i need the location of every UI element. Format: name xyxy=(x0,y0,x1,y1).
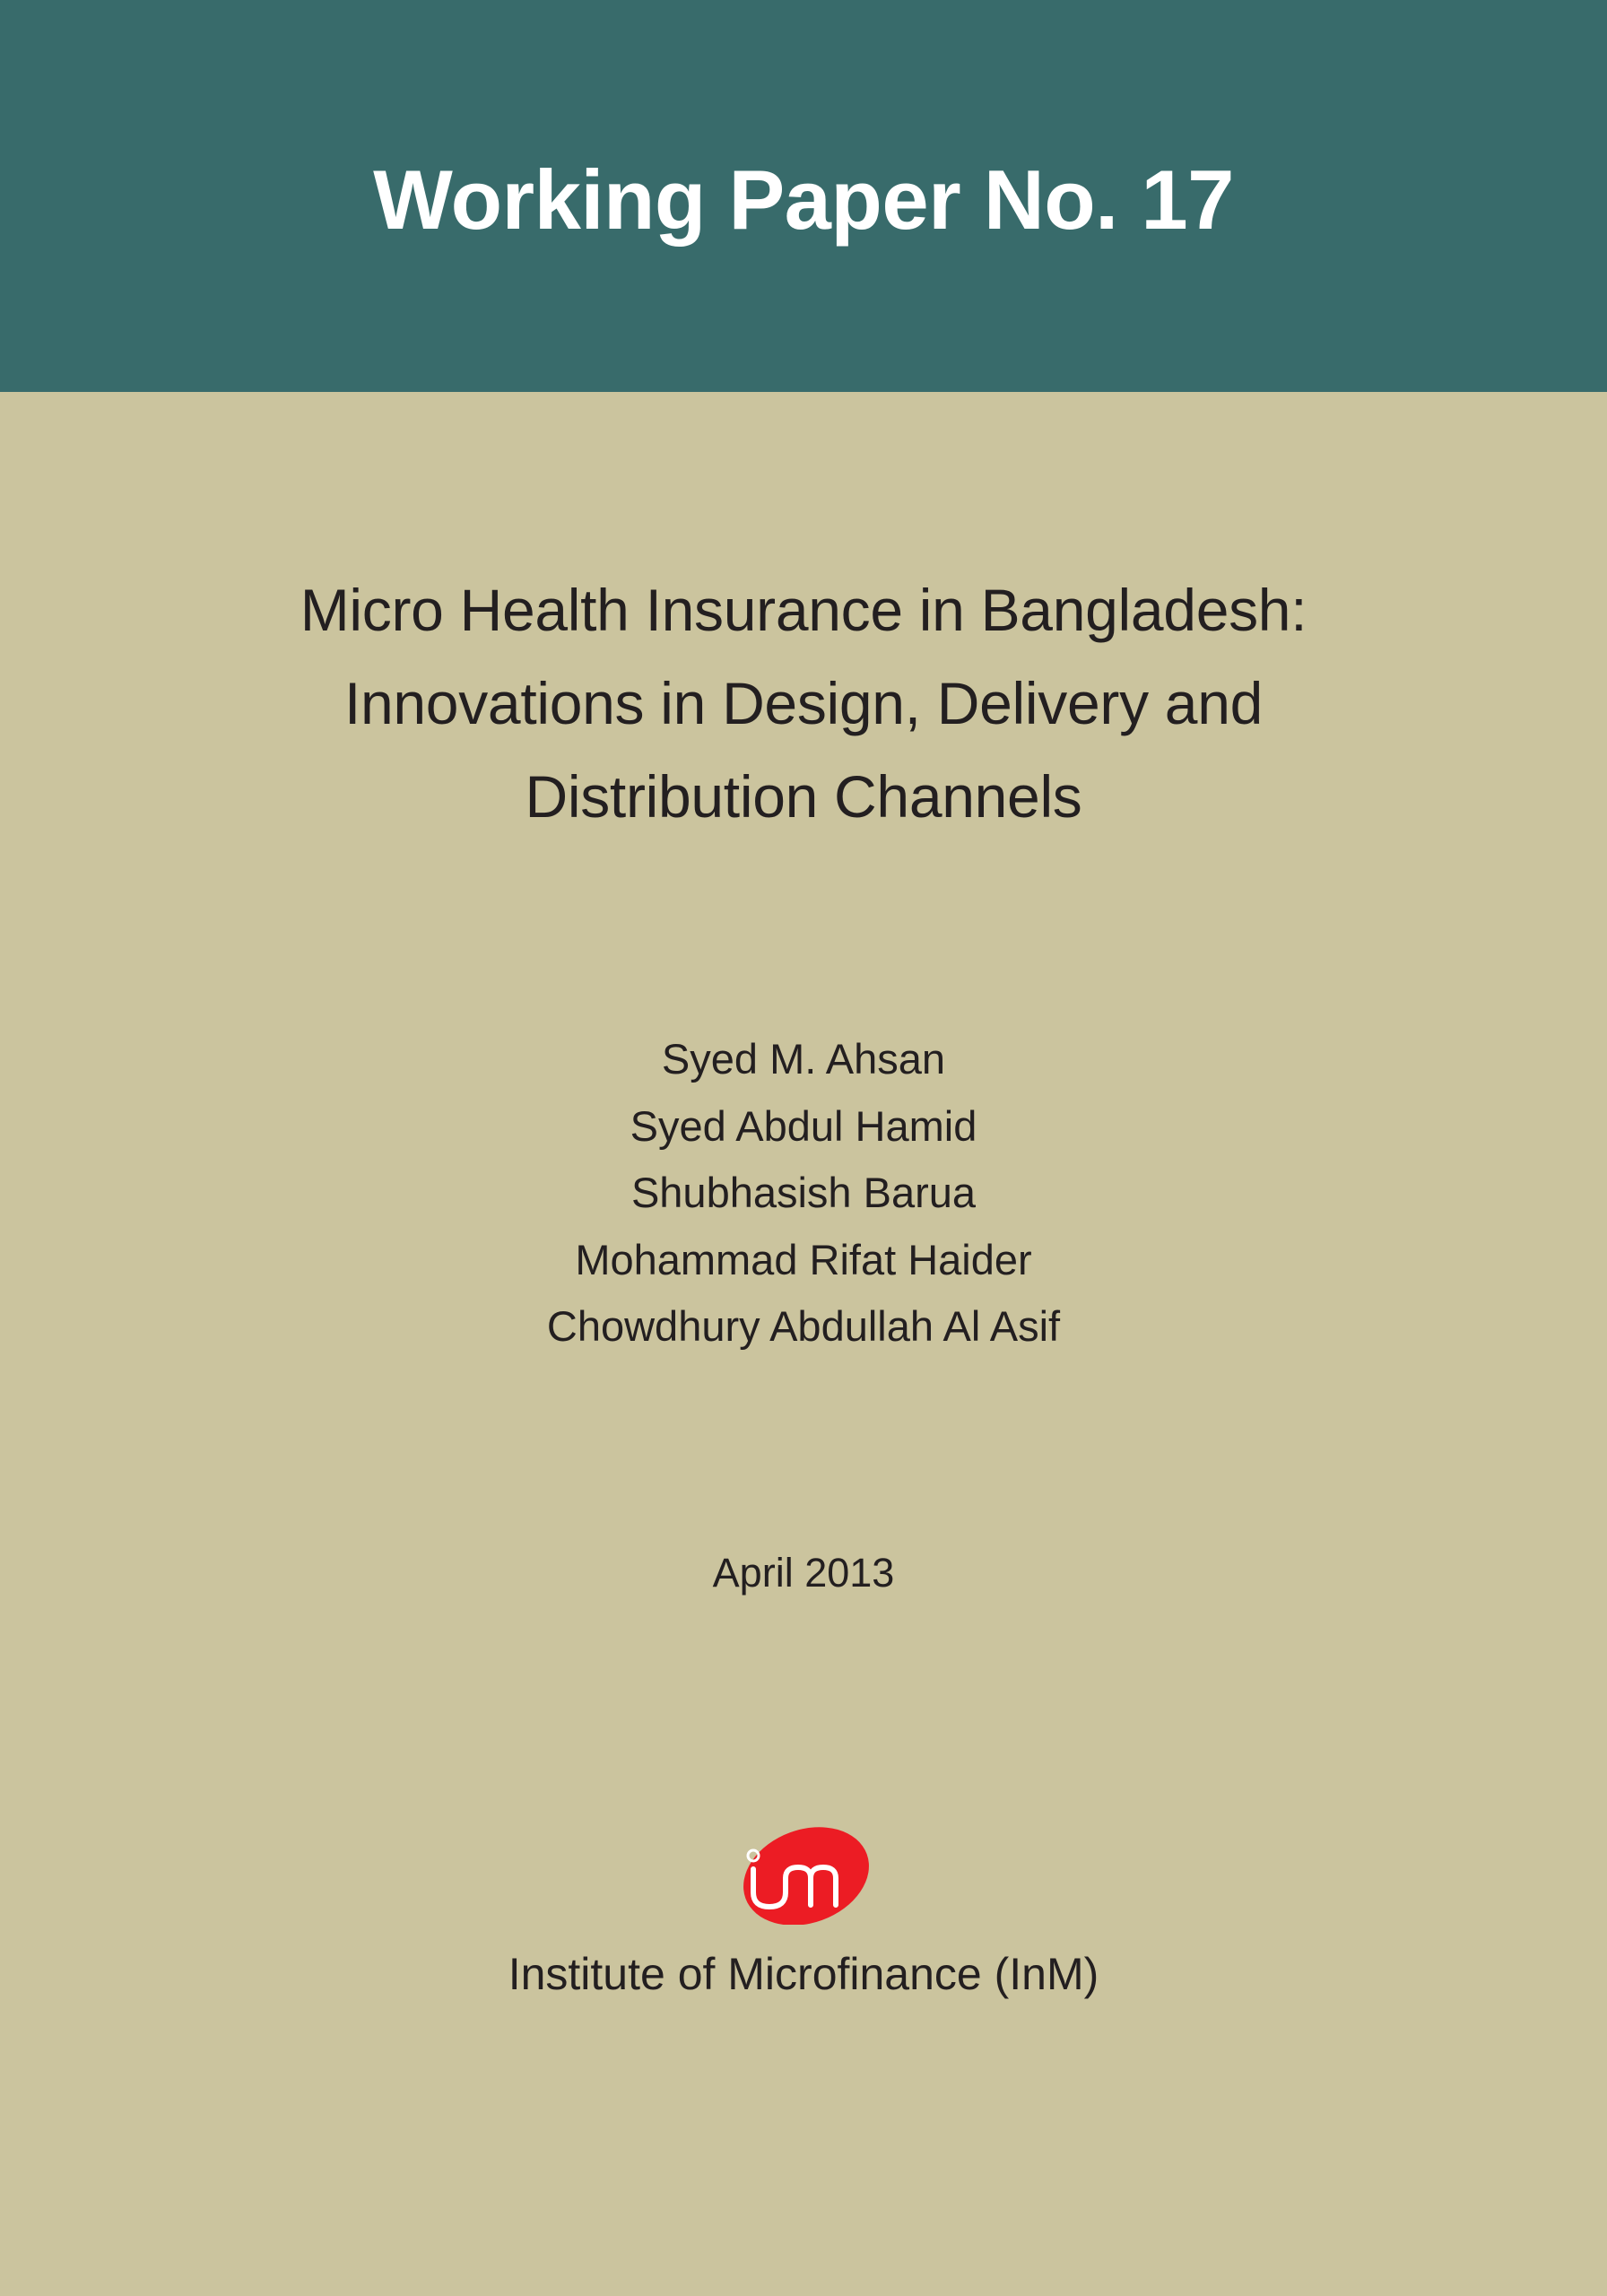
inm-logo-graphic xyxy=(741,1824,872,1925)
paper-title xyxy=(90,563,1517,843)
author-name: Mohammad Rifat Haider xyxy=(575,1235,1032,1283)
author-list xyxy=(0,1026,1607,1361)
inm-logo-icon xyxy=(741,1824,872,1925)
author-name: Syed M. Ahsan xyxy=(661,1035,946,1083)
paper-title-line: Micro Health Insurance in Bangladesh: xyxy=(300,577,1307,643)
paper-title-line: Innovations in Design, Delivery and xyxy=(343,670,1264,736)
publisher-name: Institute of Microfinance (InM) xyxy=(508,1949,1099,1999)
author-name: Shubhasish Barua xyxy=(630,1169,977,1216)
publication-date: April 2013 xyxy=(712,1550,895,1596)
header-band xyxy=(0,0,1607,392)
series-title: Working Paper No. 17 xyxy=(373,152,1234,247)
logo-red-blob xyxy=(741,1824,872,1925)
paper-title-line: Distribution Channels xyxy=(525,763,1082,830)
author-name: Syed Abdul Hamid xyxy=(630,1101,977,1150)
author-name: Chowdhury Abdullah Al Asif xyxy=(546,1302,1061,1350)
